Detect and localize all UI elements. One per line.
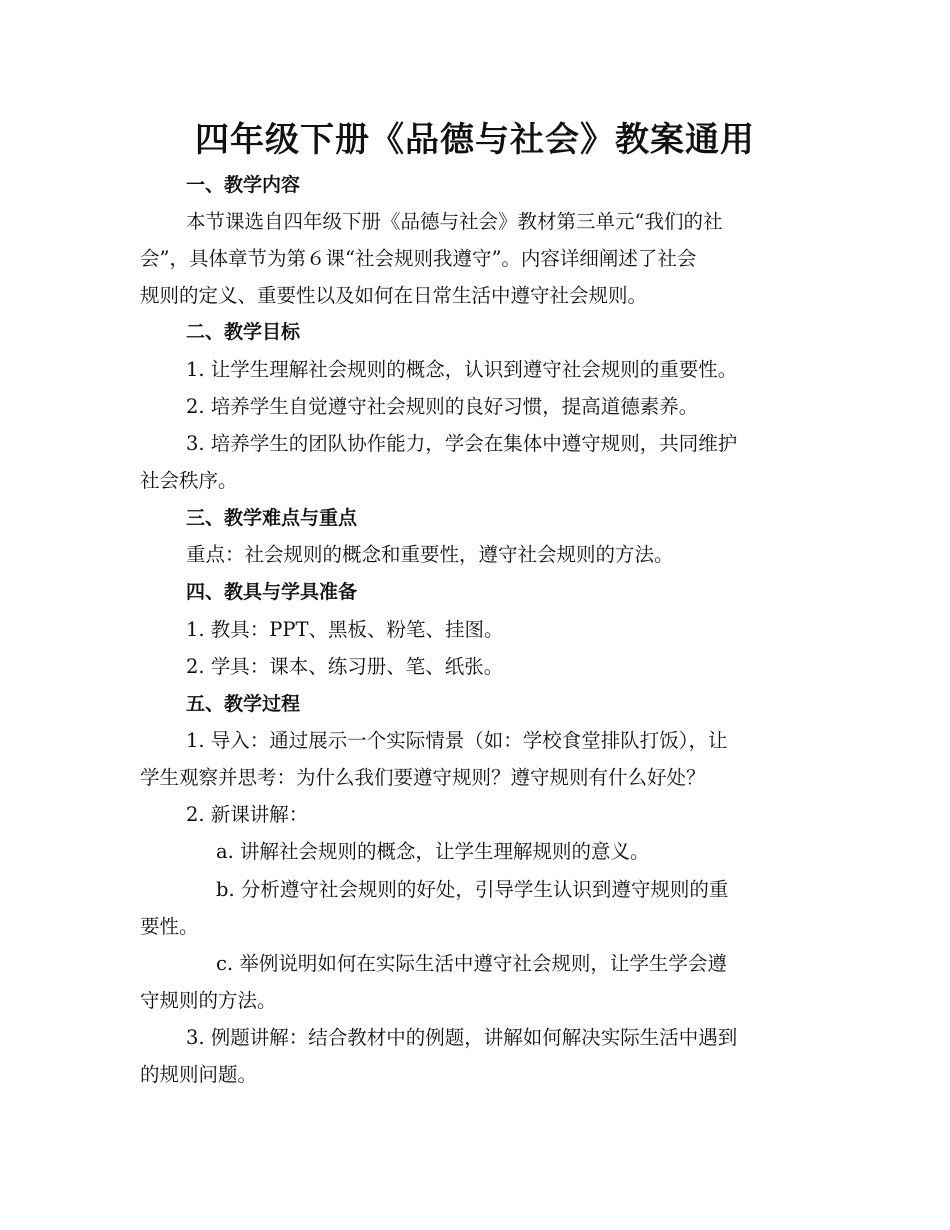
list-item-continuation: 学生观察并思考：为什么我们要遵守规则？遵守规则有什么好处？	[140, 766, 706, 789]
sub-list-item: b. 分析遵守社会规则的好处，引导学生认识到遵守规则的重	[216, 878, 729, 901]
sub-list-item-continuation: 守规则的方法。	[140, 989, 277, 1012]
paragraph-line: 会”，具体章节为第６课“社会规则我遵守”。内容详细阐述了社会	[140, 247, 697, 270]
list-item: 2. 学具：课本、练习册、笔、纸张。	[186, 655, 504, 678]
section-heading-content: 一、教学内容	[186, 174, 301, 196]
document-title: 四年级下册《品德与社会》教案通用	[195, 120, 755, 160]
section-heading-key-points: 三、教学难点与重点	[186, 507, 358, 529]
paragraph-line: 本节课选自四年级下册《品德与社会》教材第三单元“我们的社	[186, 210, 723, 233]
sub-list-item: a. 讲解社会规则的概念，让学生理解规则的意义。	[216, 840, 650, 863]
list-item: 1. 教具：PPT、黑板、粉笔、挂图。	[186, 618, 504, 641]
section-heading-materials: 四、教具与学具准备	[186, 581, 358, 603]
list-item-continuation: 社会秩序。	[140, 469, 238, 492]
paragraph-line: 重点：社会规则的概念和重要性，遵守社会规则的方法。	[186, 543, 674, 566]
list-item-continuation: 的规则问题。	[140, 1063, 258, 1086]
sub-list-item: c. 举例说明如何在实际生活中遵守社会规则，让学生学会遵	[216, 952, 727, 975]
section-heading-objectives: 二、教学目标	[186, 321, 301, 343]
list-item: 1. 导入：通过展示一个实际情景（如：学校食堂排队打饭），让	[186, 729, 728, 752]
sub-list-item-continuation: 要性。	[140, 915, 199, 938]
list-item: 3. 培养学生的团队协作能力，学会在集体中遵守规则，共同维护	[186, 432, 738, 455]
paragraph-line: 规则的定义、重要性以及如何在日常生活中遵守社会规则。	[140, 284, 648, 307]
section-heading-process: 五、教学过程	[186, 693, 301, 715]
list-item: 2. 新课讲解：	[186, 803, 309, 826]
list-item: 1. 让学生理解社会规则的概念，认识到遵守社会规则的重要性。	[186, 358, 738, 381]
list-item: 3. 例题讲解：结合教材中的例题，讲解如何解决实际生活中遇到	[186, 1026, 738, 1049]
list-item: 2. 培养学生自觉遵守社会规则的良好习惯，提高道德素养。	[186, 395, 699, 418]
